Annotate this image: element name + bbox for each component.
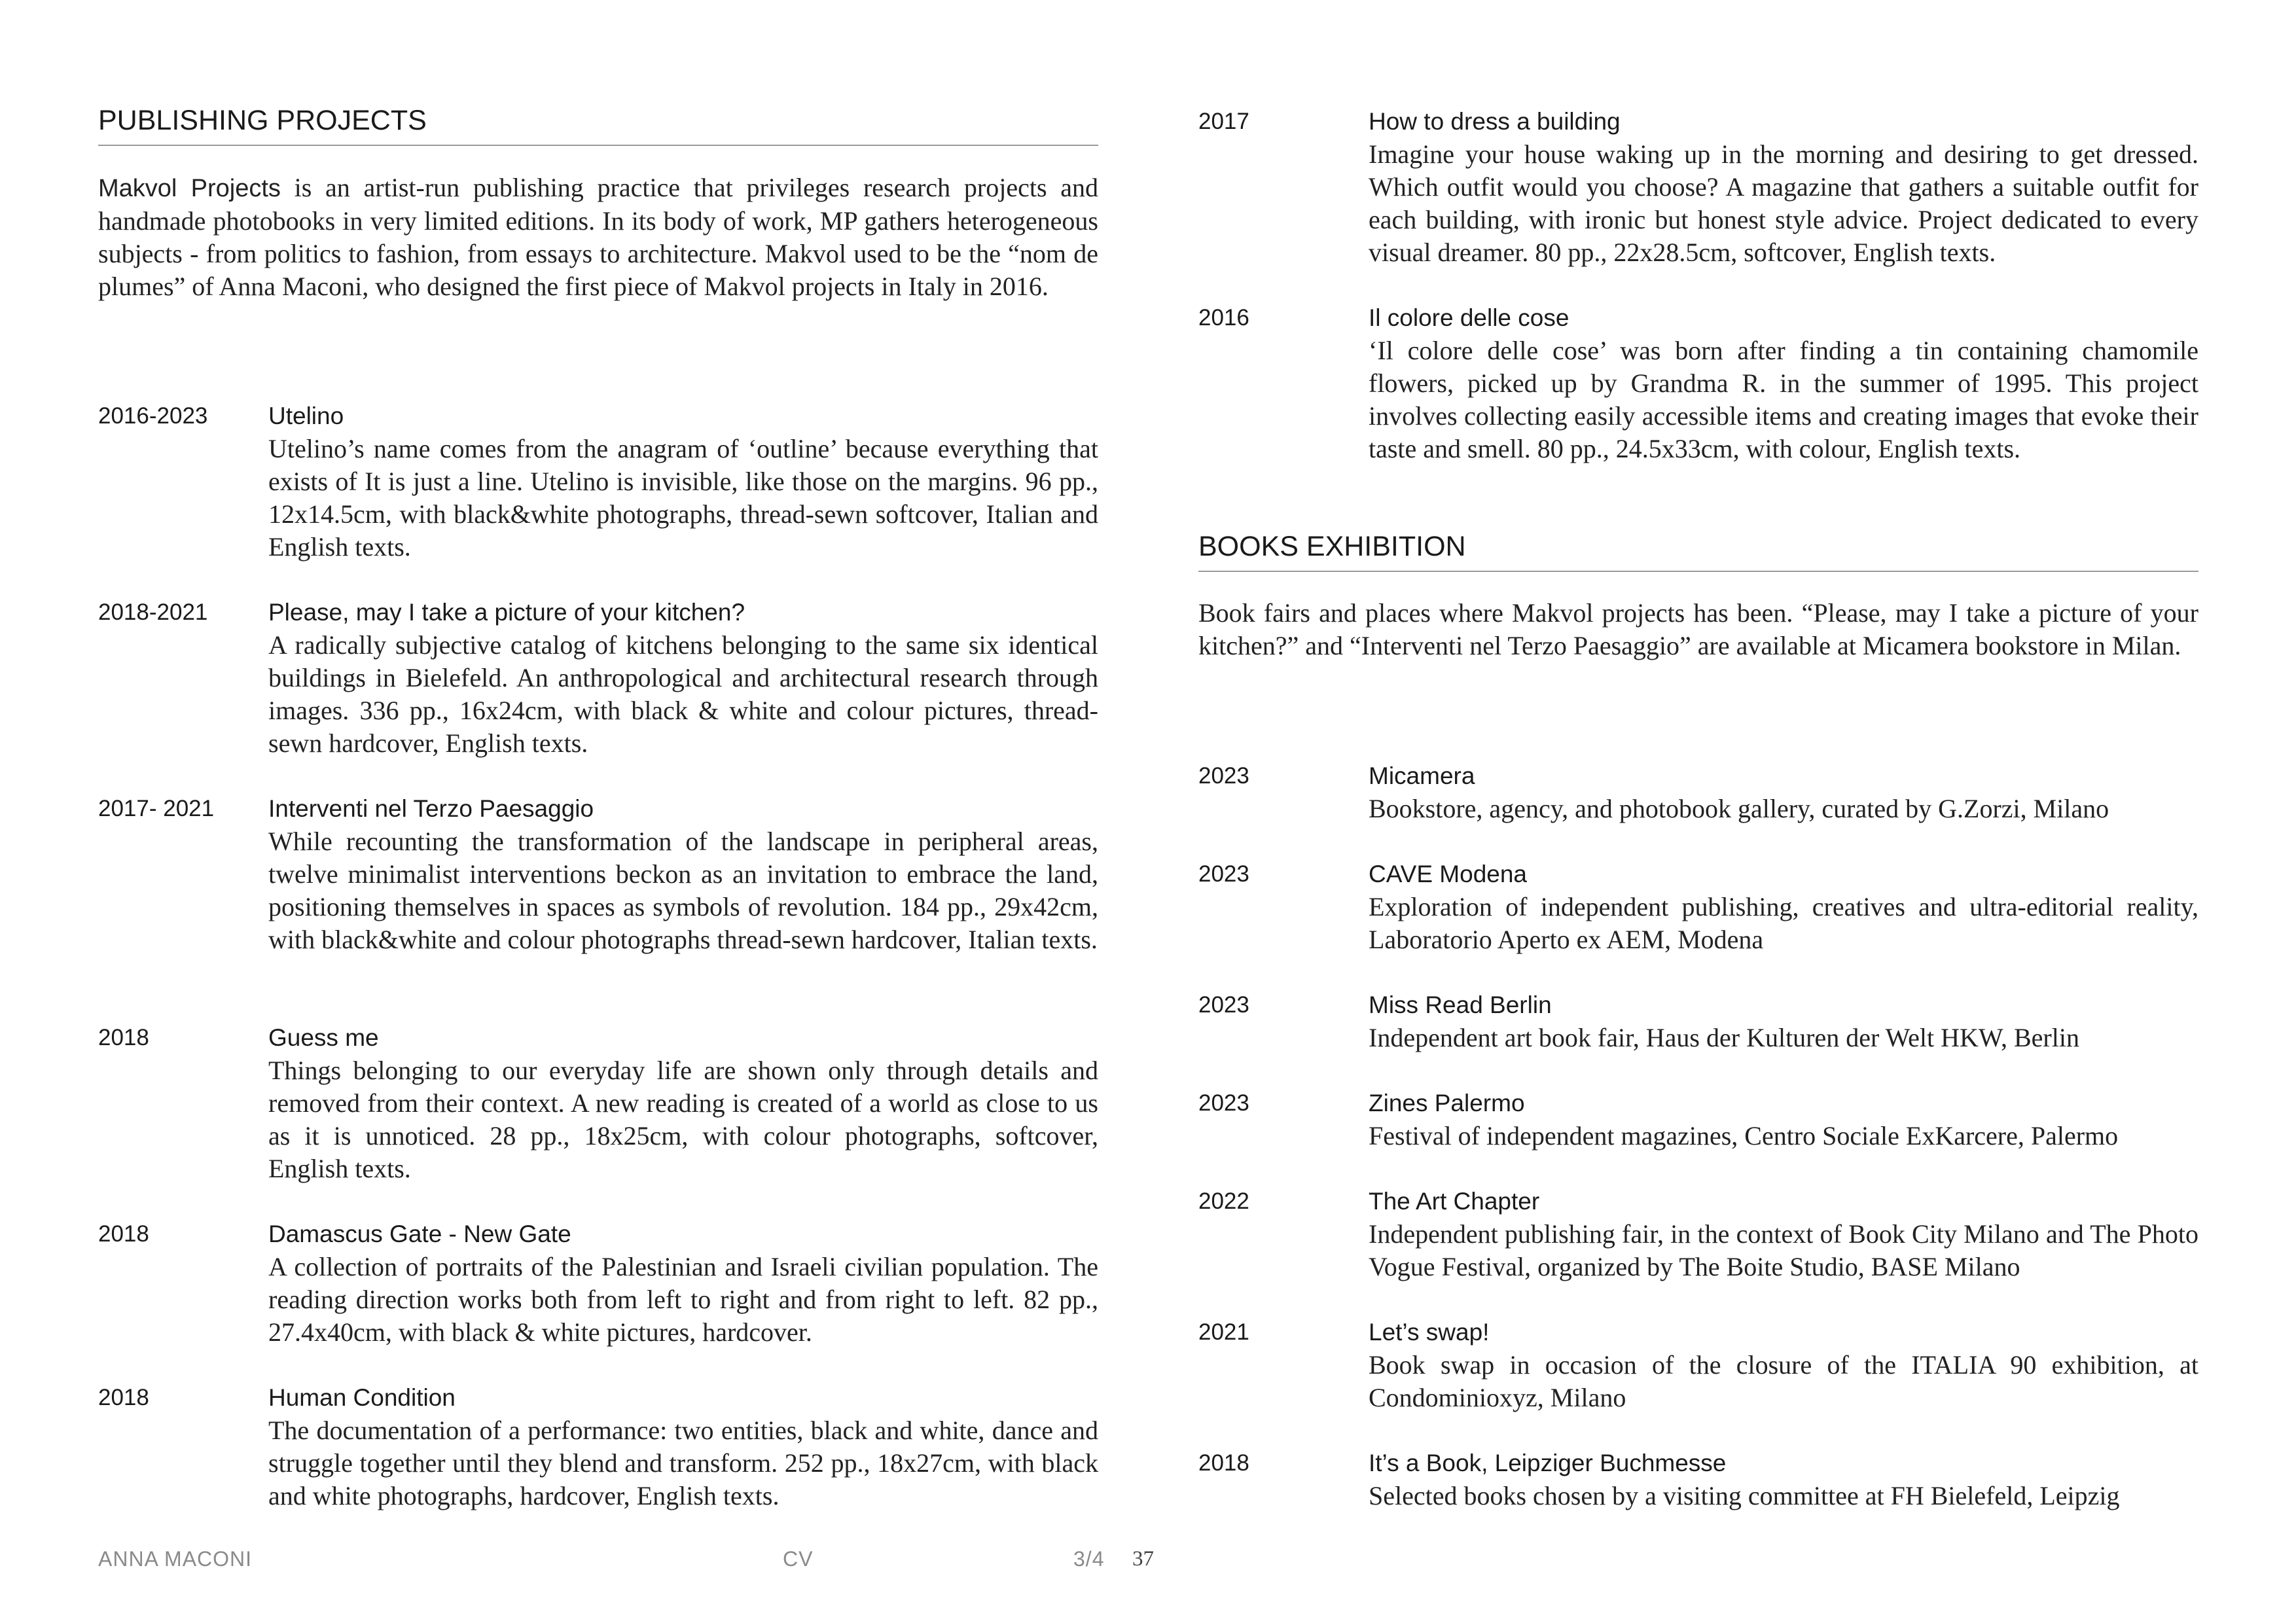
entry-title: The Art Chapter	[1369, 1188, 1540, 1215]
entry-title: Miss Read Berlin	[1369, 991, 1552, 1018]
entry-title: Il colore delle cose	[1369, 304, 1570, 331]
entry-description: Festival of independent magazines, Centro Sociale ExKarcere, Palermo	[1369, 1121, 2119, 1150]
entry-year: 2023	[1198, 1090, 1249, 1116]
entry-year: 2023	[1198, 992, 1249, 1018]
entry-year: 2016-2023	[98, 403, 208, 429]
entry-year: 2023	[1198, 861, 1249, 887]
entry-description: A collection of portraits of the Palestinian and Israeli civilian population. The reading direction works both from left to right and from right to left. 82 pp., 27.4x40cm, with black & white pictures, hardcover.	[268, 1252, 1098, 1347]
entry-year: 2017	[1198, 109, 1249, 134]
page-number: 37	[1132, 1547, 1154, 1571]
entry-title: Please, may I take a picture of your kitchen?	[268, 599, 745, 626]
exhibition-intro: Book fairs and places where Makvol projects has been. “Please, may I take a picture of your kitchen?” and “Interventi nel Terzo Paesaggio” are available at Micamera bookstore in Milan.	[1198, 598, 2198, 660]
project-entry	[1198, 105, 2198, 269]
entry-title: Human Condition	[268, 1384, 456, 1411]
exhibition-entry	[1198, 1087, 2198, 1152]
exhibition-entry	[1198, 858, 2198, 956]
exhibition-entry	[1198, 989, 2198, 1054]
entry-description: Independent publishing fair, in the context of Book City Milano and The Photo Vogue Festival, organized by The Boite Studio, BASE Milano	[1369, 1219, 2198, 1281]
entry-title: Utelino	[268, 402, 344, 429]
entry-description: Utelino’s name comes from the anagram of ‘outline’ because everything that exists of It is just a line. Utelino is invisible, like those on the margins. 96 pp., 12x14.5cm, with black&white photographs, thread-sewn softcover, Italian and English texts.	[268, 434, 1098, 562]
exhibition-entry	[1198, 1185, 2198, 1283]
entry-description: ‘Il colore delle cose’ was born after finding a tin containing chamomile flowers, picked up by Grandma R. in the summer of 1995. This project involves collecting easily accessible items and creating images that evoke their taste and smell. 80 pp., 24.5x33cm, with colour, English texts.	[1369, 336, 2198, 463]
entry-title: Damascus Gate - New Gate	[268, 1221, 571, 1247]
entry-description: The documentation of a performance: two entities, black and white, dance and struggle together until they blend and transform. 252 pp., 18x27cm, with black and white photographs, hardcover, English texts.	[268, 1416, 1098, 1510]
brand-name: Makvol Projects	[98, 175, 281, 202]
footer-doc-type: CV	[783, 1547, 814, 1571]
entry-title: How to dress a building	[1369, 108, 1621, 135]
exhibition-entry	[1198, 1316, 2198, 1414]
entry-description: Independent art book fair, Haus der Kulturen der Welt HKW, Berlin	[1369, 1023, 2079, 1052]
entry-description: Bookstore, agency, and photobook gallery, curated by G.Zorzi, Milano	[1369, 794, 2109, 823]
entry-year: 2018	[98, 1221, 149, 1247]
footer-page-count: 3/4	[1073, 1547, 1105, 1571]
intro-text: is an artist-run publishing practice that privileges research projects and handmade photobooks in very limited editions. In its body of work, MP gathers heterogeneous subjects - from politics to fashion, from essays to architecture. Makvol used to be the “nom de plumes” of Anna Maconi, who designed the first piece of Makvol projects in Italy in 2016.	[98, 173, 1098, 301]
entry-description: Imagine your house waking up in the morning and desiring to get dressed. Which outfit would you choose? A magazine that gathers a suitable outfit for each building, with ironic but honest style advice. Project dedicated to every visual dreamer. 80 pp., 22x28.5cm, softcover, English texts.	[1369, 139, 2198, 267]
section-heading: BOOKS EXHIBITION	[1198, 531, 1466, 562]
entry-year: 2018	[98, 1385, 149, 1410]
entry-year: 2018	[98, 1025, 149, 1050]
entry-year: 2021	[1198, 1319, 1249, 1345]
entry-description: Book swap in occasion of the closure of the ITALIA 90 exhibition, at Condominioxyz, Milano	[1369, 1350, 2198, 1412]
entry-description: A radically subjective catalog of kitchens belonging to the same six identical buildings in Bielefeld. An anthropological and architectural research through images. 336 pp., 16x24cm, with black & white and colour pictures, thread-sewn hardcover, English texts.	[268, 630, 1098, 758]
entry-description: Things belonging to our everyday life are shown only through details and removed from their context. A new reading is created of a world as close to us as it is unnoticed. 28 pp., 18x25cm, with colour photographs, softcover, English texts.	[268, 1056, 1098, 1183]
publishing-intro	[98, 171, 1098, 303]
entry-year: 2017- 2021	[98, 796, 215, 821]
footer-author: ANNA MACONI	[98, 1547, 253, 1571]
entry-year: 2016	[1198, 305, 1249, 330]
entry-title: Micamera	[1369, 762, 1475, 789]
entry-year: 2022	[1198, 1188, 1249, 1214]
entry-title: Interventi nel Terzo Paesaggio	[268, 795, 594, 822]
entry-year: 2018	[1198, 1450, 1249, 1476]
exhibition-entry	[1198, 1447, 2198, 1512]
project-entry	[98, 793, 1098, 956]
books-exhibition-section	[1198, 527, 2198, 572]
project-entry	[1198, 302, 2198, 465]
project-entry	[98, 400, 1098, 563]
heading-divider	[1198, 571, 2198, 572]
section-heading: PUBLISHING PROJECTS	[98, 105, 427, 136]
project-entry	[98, 596, 1098, 760]
heading-divider	[98, 145, 1098, 146]
entry-year: 2023	[1198, 763, 1249, 789]
entry-title: Guess me	[268, 1024, 379, 1051]
entry-description: Selected books chosen by a visiting committee at FH Bielefeld, Leipzig	[1369, 1481, 2120, 1510]
project-entry	[98, 1382, 1098, 1512]
project-entry	[98, 1218, 1098, 1349]
entry-year: 2018-2021	[98, 599, 208, 625]
publishing-projects-section	[98, 101, 1098, 146]
entry-title: Let’s swap!	[1369, 1319, 1490, 1346]
entry-description: While recounting the transformation of the landscape in peripheral areas, twelve minimalist interventions beckon as an invitation to embrace the land, positioning themselves in spaces as symbols of revolution. 184 pp., 29x42cm, with black&white and colour photographs thread-sewn hardcover, Italian texts.	[268, 827, 1098, 954]
entry-title: CAVE Modena	[1369, 861, 1527, 887]
entry-description: Exploration of independent publishing, creatives and ultra-editorial reality, Laboratorio Aperto ex AEM, Modena	[1369, 892, 2198, 954]
project-entry	[98, 1022, 1098, 1185]
exhibition-entry	[1198, 760, 2198, 825]
entry-title: Zines Palermo	[1369, 1090, 1525, 1116]
entry-title: It’s a Book, Leipziger Buchmesse	[1369, 1450, 1727, 1476]
